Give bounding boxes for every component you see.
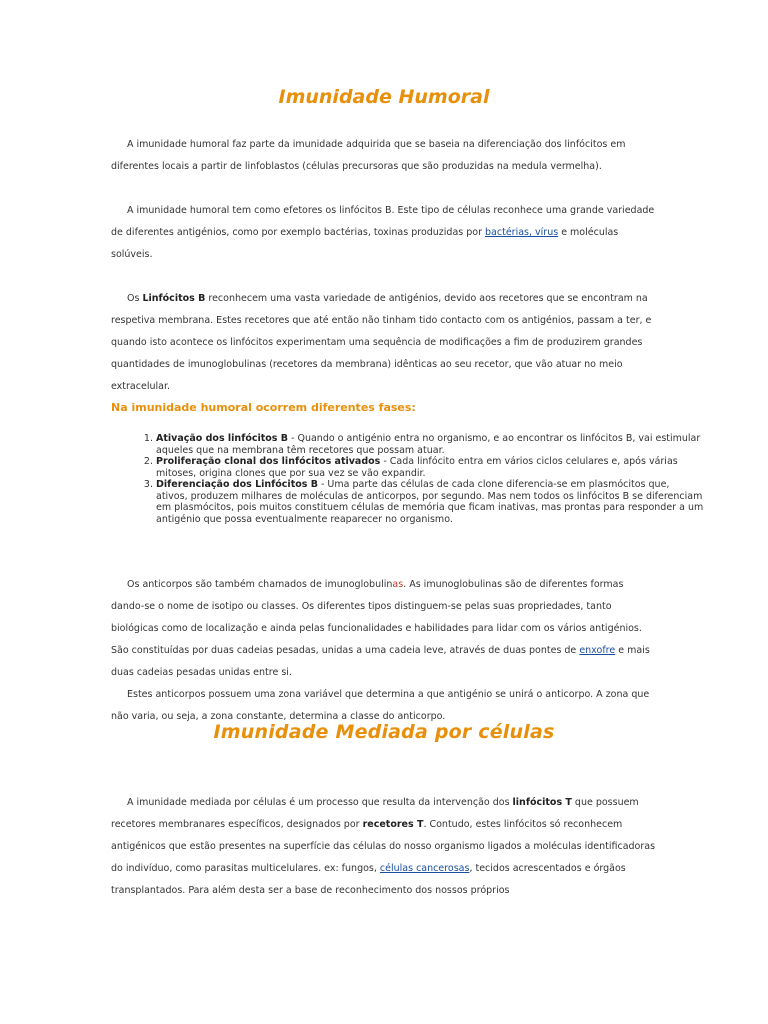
phases-list xyxy=(111,433,704,525)
bold-term-linfocitos-b: Linfócitos B xyxy=(142,293,206,304)
phase-text: - Uma parte das células de cada clone diferencia-se em plasmócitos que, ativos, produzem milhares de moléculas de anticorpos, por segundo. Mas nem todos os linfócitos B se diferenciam em plasmócitos, pois muitos constituem células de memória que ficam inativas, mas prontas para responder a um antigénio que possa eventualmente reaparecer no organismo. xyxy=(156,479,704,525)
paragraph-text: e moléculas solúveis. xyxy=(111,227,619,260)
paragraph-text: . As imunoglobulinas são de diferentes formas dando-se o nome de isotipo ou classes. Os diferentes tipos distinguem-se pelas suas propriedades, tanto biológicas como de localização e ainda pelas funcionalidades e habilidades para lidar com os vários antigénios. São constituídas por duas cadeias pesadas, unidas a uma cadeia leve, através de duas pontes de xyxy=(111,579,642,656)
highlighted-text: as xyxy=(392,579,404,590)
section-title-mediada: Imunidade Mediada por células xyxy=(213,721,555,743)
phases-heading: Na imunidade humoral ocorrem diferentes fases: xyxy=(111,401,416,414)
paragraph-text: Os xyxy=(127,293,143,304)
list-item xyxy=(156,479,704,525)
phase-text: - Cada linfócito entra em vários ciclos celulares e, após várias mitoses, origina clones que por sua vez se vão expandir. xyxy=(156,456,678,479)
paragraph-humoral-intro xyxy=(111,134,657,178)
paragraph-text: . Contudo, estes linfócitos só reconhecem antigénicos que estão presentes na superfície das células do nosso organismo ligados a moléculas identificadoras do indivíduo, como parasitas multicelulares. ex: fungos, xyxy=(111,819,656,874)
bold-term-recetores-t: recetores T xyxy=(362,819,424,830)
link-celulas-cancerosas[interactable]: células cancerosas xyxy=(379,863,470,874)
phase-title: Proliferação clonal dos linfócitos ativados xyxy=(156,456,381,467)
section-title-humoral: Imunidade Humoral xyxy=(278,86,490,108)
paragraph-text: que possuem recetores membranares específicos, designados por xyxy=(111,797,639,830)
list-item xyxy=(156,433,704,456)
link-bacterias-virus[interactable]: bactérias, vírus xyxy=(485,227,559,238)
list-item xyxy=(156,456,704,479)
paragraph-mediada-intro xyxy=(111,792,657,902)
bold-term-linfocitos-t: linfócitos T xyxy=(512,797,572,808)
paragraph-text: reconhecem uma vasta variedade de antigénios, devido aos recetores que se encontram na respetiva membrana. Estes recetores que até então não tinham tido contacto com os antigénios, passam a ter, e quando isto acontece os linfócitos experimentam uma sequência de modificações a fim de produzirem grandes quantidades de imunoglobulinas (recetores da membrana) idênticas ao seu recetor, que vão atuar no meio extracelular. xyxy=(111,293,652,392)
paragraph-text: Estes anticorpos possuem uma zona variável que determina a que antigénio se unirá o anticorpo. A zona que não varia, ou seja, a zona constante, determina a classe do anticorpo. xyxy=(111,689,650,722)
phase-title: Ativação dos linfócitos B xyxy=(156,433,289,444)
phase-text: - Quando o antigénio entra no organismo, e ao encontrar os linfócitos B, vai estimular aqueles que na membrana têm recetores que possam atuar. xyxy=(156,433,701,456)
phase-title: Diferenciação dos Linfócitos B xyxy=(156,479,318,490)
paragraph-linfocitos-b xyxy=(111,288,657,398)
paragraph-text: e mais duas cadeias pesadas unidas entre si. xyxy=(111,645,650,678)
paragraph-text: A imunidade humoral faz parte da imunidade adquirida que se baseia na diferenciação dos linfócitos em diferentes locais a partir de linfoblastos (células precursoras que são produzidas na medula vermelha). xyxy=(111,139,626,172)
paragraph-text: A imunidade mediada por células é um processo que resulta da intervenção dos xyxy=(127,797,513,808)
paragraph-text: A imunidade humoral tem como efetores os linfócitos B. Este tipo de células reconhece uma grande variedade de diferentes antigénios, como por exemplo bactérias, toxinas produzidas por xyxy=(111,205,655,238)
paragraph-text: Os anticorpos são também chamados de imunoglobulin xyxy=(127,579,393,590)
paragraph-anticorpos xyxy=(111,574,657,684)
paragraph-efetores xyxy=(111,200,657,266)
link-enxofre[interactable]: enxofre xyxy=(579,645,616,656)
paragraph-text: , tecidos acrescentados e órgãos transplantados. Para além desta ser a base de reconhecimento dos nossos próprios xyxy=(111,863,626,896)
